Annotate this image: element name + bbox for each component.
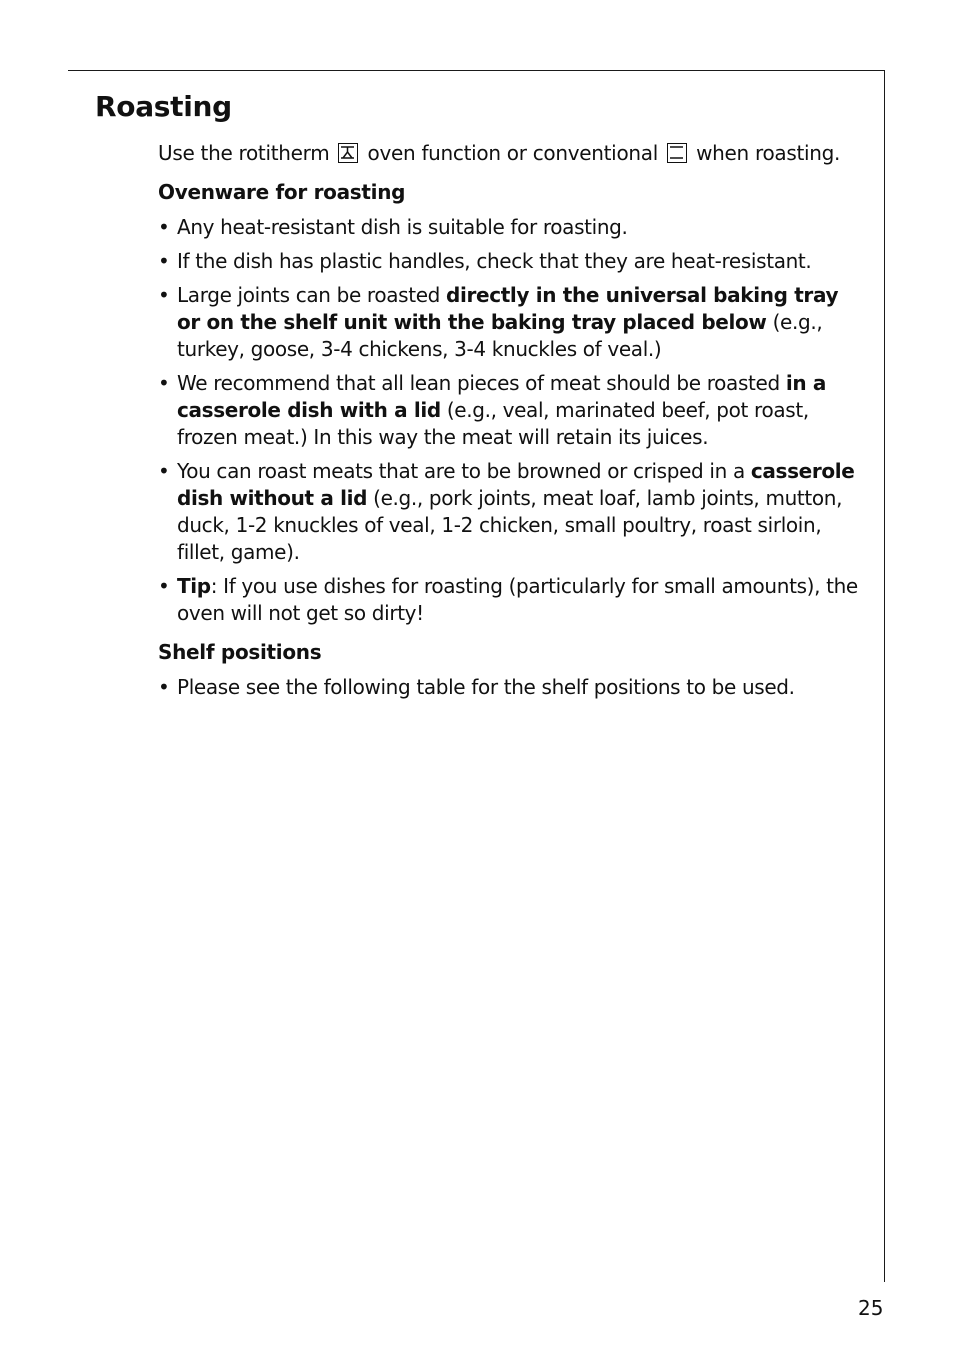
intro-paragraph [158,140,858,167]
top-rule [68,70,885,71]
list-item [158,674,858,701]
shelf-positions-list [158,674,858,701]
intro-text-1: Use the rotitherm [158,141,330,165]
list-item [158,458,858,566]
list-item [158,573,858,627]
bullet-glyph: • [158,283,170,307]
list-item-text: If the dish has plastic handles, check that they are heat-resistant. [177,249,812,273]
bullet-glyph: • [158,675,170,699]
intro-text-2: oven function or conventional [367,141,658,165]
list-item-emphasis: in a casserole dish with a lid [177,371,826,422]
list-item-emphasis: casserole dish without a lid [177,459,855,510]
list-item [158,370,858,451]
intro-text-3: when roasting. [696,141,841,165]
rotitherm-icon [338,143,358,163]
list-item-text: Any heat-resistant dish is suitable for roasting. [177,215,628,239]
shelf-positions-heading: Shelf positions [158,640,322,664]
list-item-text: You can roast meats that are to be browned or crisped in a [177,459,751,483]
bullet-glyph: • [158,215,170,239]
main-content [158,140,858,708]
bullet-glyph: • [158,459,170,483]
ovenware-list [158,214,858,627]
page-title: Roasting [95,90,232,123]
list-item [158,248,858,275]
page-number: 25 [858,1296,884,1320]
list-item-text: (e.g., pork joints, meat loaf, lamb joints, mutton, duck, 1-2 knuckles of veal, 1-2 chicken, small poultry, roast sirloin, fillet, game). [177,486,843,564]
list-item [158,282,858,363]
ovenware-heading: Ovenware for roasting [158,180,406,204]
tip-label: Tip [177,574,211,598]
list-item-text: (e.g., turkey, goose, 3-4 chickens, 3-4 knuckles of veal.) [177,310,823,361]
list-item-text: : If you use dishes for roasting (particularly for small amounts), the oven will not get so dirty! [177,574,858,625]
list-item-text: Large joints can be roasted [177,283,447,307]
bullet-glyph: • [158,371,170,395]
list-item-text: Please see the following table for the shelf positions to be used. [177,675,795,699]
list-item-emphasis: directly in the universal baking tray or on the shelf unit with the baking tray placed below [177,283,839,334]
conventional-heat-icon [667,143,687,163]
right-margin-rule [884,70,885,1282]
bullet-glyph: • [158,574,170,598]
list-item [158,214,858,241]
list-item-text: We recommend that all lean pieces of meat should be roasted [177,371,786,395]
bullet-glyph: • [158,249,170,273]
list-item-text: (e.g., veal, marinated beef, pot roast, frozen meat.) In this way the meat will retain its juices. [177,398,809,449]
